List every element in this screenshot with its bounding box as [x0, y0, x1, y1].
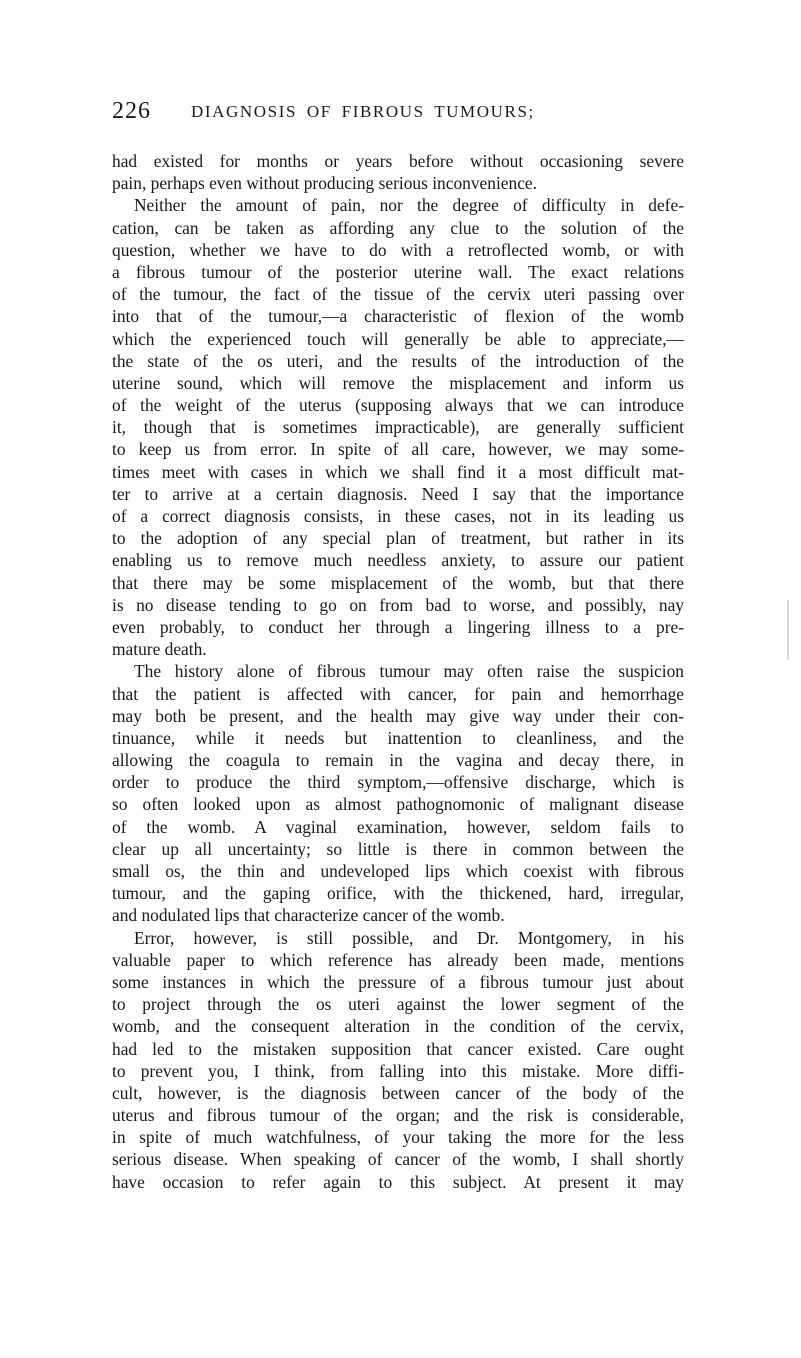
text-line: to prevent you, I think, from falling into this mistake. More diffi- — [112, 1060, 684, 1081]
text-line: of a correct diagnosis consists, in these cases, not in its leading us — [112, 506, 684, 526]
text-line: may both be present, and the health may give way under their con- — [112, 705, 684, 726]
text-line: some instances in which the pressure of a fibrous tumour just about — [112, 971, 684, 992]
text-line: in spite of much watchfulness, of your taking the more for the less — [112, 1127, 684, 1148]
text-line: have occasion to refer again to this subject. At present it may — [112, 1171, 684, 1192]
text-line: cation, can be taken as affording any clue to the solution of the — [112, 217, 684, 238]
text-line: The history alone of fibrous tumour may often raise the suspicion — [134, 661, 684, 682]
text-line: cult, however, is the diagnosis between cancer of the body of the — [112, 1082, 684, 1103]
running-title: DIAGNOSIS OF FIBROUS TUMOURS; — [191, 102, 535, 121]
text-line: a fibrous tumour of the posterior uterine wall. The exact relations — [112, 261, 684, 282]
text-line: pain, perhaps even without producing serious inconvenience. — [112, 173, 537, 194]
text-line: clear up all uncertainty; so little is there in common between the — [112, 838, 684, 859]
text-line: uterus and fibrous tumour of the organ; and the risk is considerable, — [112, 1105, 684, 1126]
body-text — [112, 150, 684, 1193]
running-head — [112, 98, 672, 128]
text-line: and nodulated lips that characterize cancer of the womb. — [112, 905, 505, 926]
text-line: had existed for months or years before without occasioning severe — [112, 151, 684, 171]
page-number: 226 — [112, 98, 151, 124]
text-line: order to produce the third symptom,—offensive discharge, which is — [112, 772, 684, 793]
text-line: to keep us from error. In spite of all care, however, we may some- — [112, 439, 684, 460]
text-line: tumour, and the gaping orifice, with the thickened, hard, irregular, — [112, 883, 684, 904]
text-line: small os, the thin and undeveloped lips which coexist with fibrous — [112, 861, 684, 881]
text-line: that the patient is affected with cancer, for pain and hemorrhage — [112, 683, 684, 704]
text-line: the state of the os uteri, and the results of the introduction of the — [112, 350, 684, 371]
text-line: question, whether we have to do with a retroflected womb, or with — [112, 239, 684, 260]
text-line: of the weight of the uterus (supposing always that we can introduce — [112, 395, 684, 416]
text-line: into that of the tumour,—a characteristic of flexion of the womb — [112, 306, 684, 327]
text-line: womb, and the consequent alteration in the condition of the cervix, — [112, 1016, 684, 1037]
text-line: to the adoption of any special plan of treatment, but rather in its — [112, 528, 684, 549]
text-line: serious disease. When speaking of cancer of the womb, I shall shortly — [112, 1149, 684, 1170]
text-line: Neither the amount of pain, nor the degree of difficulty in defe- — [134, 195, 684, 216]
text-line: enabling us to remove much needless anxiety, to assure our patient — [112, 550, 684, 571]
text-line: tinuance, while it needs but inattention to cleanliness, and the — [112, 727, 684, 748]
text-line: it, though that is sometimes impracticable), are generally sufficient — [112, 417, 684, 438]
text-line: which the experienced touch will generally be able to appreciate,— — [112, 328, 684, 349]
text-line: is no disease tending to go on from bad to worse, and possibly, nay — [112, 594, 684, 615]
text-line: times meet with cases in which we shall find it a most difficult mat- — [112, 461, 684, 482]
text-line: to project through the os uteri against the lower segment of the — [112, 994, 684, 1015]
text-line: allowing the coagula to remain in the vagina and decay there, in — [112, 750, 684, 771]
text-line: that there may be some misplacement of the womb, but that there — [112, 572, 684, 593]
text-line: uterine sound, which will remove the misplacement and inform us — [112, 372, 684, 393]
text-line: had led to the mistaken supposition that cancer existed. Care ought — [112, 1038, 684, 1059]
text-line: so often looked upon as almost pathognomonic of malignant disease — [112, 794, 684, 815]
text-line: of the tumour, the fact of the tissue of the cervix uteri passing over — [112, 284, 684, 305]
text-line: even probably, to conduct her through a lingering illness to a pre- — [112, 616, 684, 637]
text-line: valuable paper to which reference has already been made, mentions — [112, 949, 684, 970]
text-line: of the womb. A vaginal examination, however, seldom fails to — [112, 816, 684, 837]
page-edge-shadow — [787, 600, 789, 660]
text-line: mature death. — [112, 639, 207, 660]
text-line: Error, however, is still possible, and Dr. Montgomery, in his — [134, 927, 684, 948]
text-line: ter to arrive at a certain diagnosis. Need I say that the importance — [112, 483, 684, 504]
